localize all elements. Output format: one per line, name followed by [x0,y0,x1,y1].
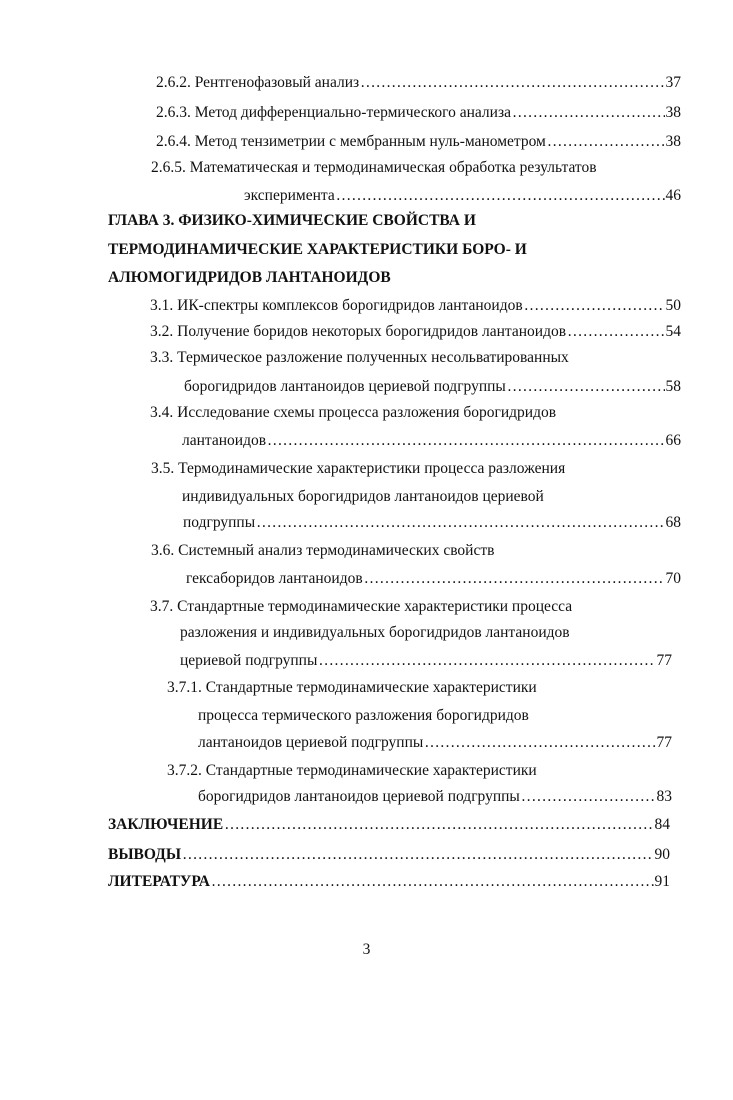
toc-leader-dots [364,569,665,589]
toc-entry-3-2 [150,322,681,342]
toc-page-number: 46 [665,187,681,204]
toc-page-number: 83 [656,788,672,805]
toc-entry-2-6-5-line2 [244,186,681,206]
toc-entry-2-6-2 [156,73,681,93]
toc-entry-3-7-1-line2: процесса термического разложения борогидридов [198,707,529,724]
chapter-heading-line1: ГЛАВА 3. ФИЗИКО-ХИМИЧЕСКИЕ СВОЙСТВА И [108,212,476,229]
toc-entry-3-7-1-line3 [198,733,672,753]
toc-leader-dots [360,73,664,93]
toc-entry-2-6-3 [156,103,681,123]
toc-leader-dots [318,651,655,671]
toc-leader-dots [512,103,665,123]
toc-leader-dots [224,815,653,835]
toc-entry-3-7-line2: разложения и индивидуальных борогидридов лантаноидов [180,624,570,641]
toc-entry-title: лантаноидов цериевой подгруппы [198,734,424,751]
toc-entry-3-3-line2 [184,377,681,397]
toc-page-number: 84 [654,816,670,833]
toc-page-number: 90 [654,846,670,863]
toc-page-number: 38 [665,133,681,150]
toc-leader-dots [547,132,665,152]
toc-page-number: 38 [665,104,681,121]
toc-entry-title: 2.6.4. Метод тензиметрии с мембранным нуль-манометром [156,133,546,150]
toc-entry-3-3-line1: 3.3. Термическое разложение полученных несольватированных [150,349,569,366]
toc-entry-title: 3.2. Получение боридов некоторых борогидридов лантаноидов [150,323,567,340]
toc-leader-dots [424,733,655,753]
toc-entry-title: лантаноидов [182,432,267,449]
toc-entry-3-4-line1: 3.4. Исследование схемы процесса разложения борогидридов [150,404,557,421]
toc-entry-3-5-line1: 3.5. Термодинамические характеристики процесса разложения [151,460,566,477]
toc-entry-title: 2.6.2. Рентгенофазовый анализ [156,74,360,91]
toc-entry-title: цериевой подгруппы [180,652,318,669]
toc-page-number: 68 [665,514,681,531]
toc-leader-dots [524,296,665,316]
toc-entry-title: ВЫВОДЫ [108,846,182,863]
toc-entry-3-7-line3 [180,651,672,671]
toc-entry-2-6-5-line1: 2.6.5. Математическая и термодинамическая обработка результатов [151,159,597,176]
toc-page-number: 58 [665,378,681,395]
chapter-heading-line2: ТЕРМОДИНАМИЧЕСКИЕ ХАРАКТЕРИСТИКИ БОРО- И [108,241,527,258]
toc-entry-title: борогидридов лантаноидов цериевой подгруппы [184,378,506,395]
toc-entry-title: подгруппы [183,514,256,531]
toc-entry-title: гексаборидов лантаноидов [186,570,363,587]
toc-page-number: 70 [665,570,681,587]
toc-leader-dots [567,322,664,342]
toc-entry-3-5-line3 [183,513,681,533]
toc-entry-title: ЛИТЕРАТУРА [108,873,210,890]
toc-entry-3-6-line2 [186,569,681,589]
toc-entry-3-7-1-line1: 3.7.1. Стандартные термодинамические характеристики [167,679,537,696]
toc-entry-3-6-line1: 3.6. Системный анализ термодинамических свойств [151,542,495,559]
toc-entry-2-6-4 [156,132,681,152]
toc-page-number: 37 [665,74,681,91]
toc-entry-literature [108,872,670,892]
toc-entry-3-1 [150,296,681,316]
toc-entry-3-4-line2 [182,431,681,451]
toc-leader-dots [256,513,664,533]
toc-page-number: 77 [656,652,672,669]
toc-entry-findings [108,845,670,865]
toc-page-number: 66 [665,432,681,449]
toc-leader-dots [211,872,654,892]
toc-leader-dots [336,186,665,206]
toc-leader-dots [182,845,653,865]
toc-page-number: 91 [654,873,670,890]
toc-entry-3-5-line2: индивидуальных борогидридов лантаноидов цериевой [182,488,544,505]
toc-entry-title: борогидридов лантаноидов цериевой подгруппы [198,788,520,805]
toc-entry-title: эксперимента [244,187,335,204]
toc-leader-dots [267,431,664,451]
toc-page-number: 50 [665,297,681,314]
toc-entry-title: 2.6.3. Метод дифференциально-термического анализа [156,104,511,121]
toc-page-number: 77 [656,734,672,751]
toc-entry-3-7-2-line2 [198,787,672,807]
toc-entry-title: 3.1. ИК-спектры комплексов борогидридов лантаноидов [150,297,523,314]
toc-leader-dots [507,377,665,397]
toc-entry-conclusion [108,815,670,835]
toc-page-number: 54 [665,323,681,340]
toc-leader-dots [521,787,656,807]
chapter-heading-line3: АЛЮМОГИДРИДОВ ЛАНТАНОИДОВ [108,269,391,286]
toc-entry-title: ЗАКЛЮЧЕНИЕ [108,816,224,833]
page-number: 3 [362,941,371,958]
toc-entry-3-7-2-line1: 3.7.2. Стандартные термодинамические характеристики [167,762,537,779]
toc-entry-3-7-line1: 3.7. Стандартные термодинамические характеристики процесса [150,598,573,615]
